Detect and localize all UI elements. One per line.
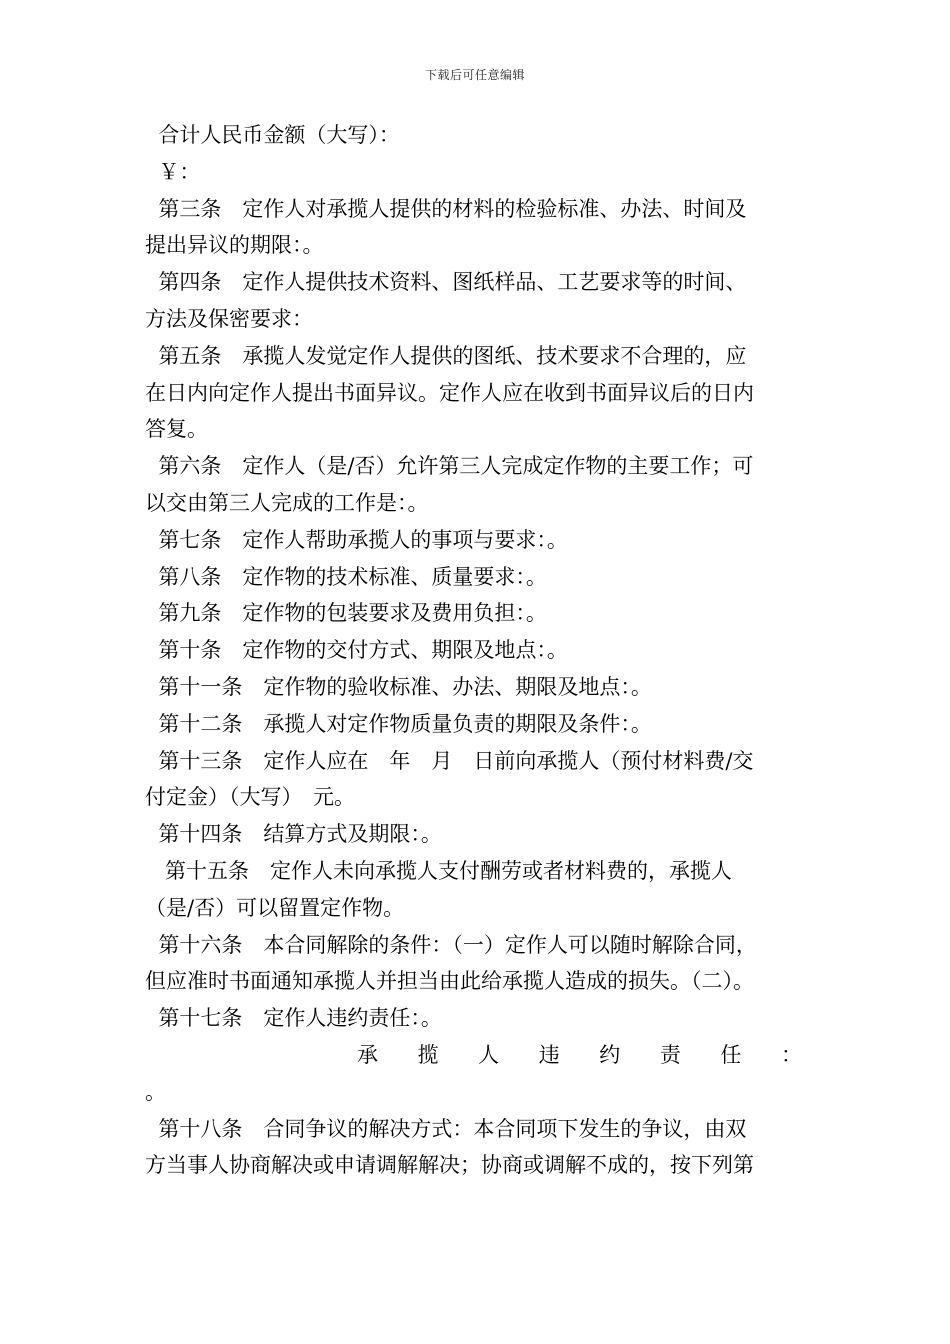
text-line: 第十二条 承揽人对定作物质量负责的期限及条件：。 [145,711,652,736]
spread-char: 违 [538,1042,560,1067]
spread-justified-line [145,1037,810,1074]
text-line: 付定金）（大写） 元。 [145,785,355,810]
text-line: 第七条 定作人帮助承揽人的事项与要求：。 [145,527,568,552]
text-line: 第九条 定作物的包装要求及费用负担：。 [145,601,547,626]
text-line: （是/否）可以留置定作物。 [145,895,405,920]
text-line: 第六条 定作人（是/否）允许第三人完成定作物的主要工作；可 [145,454,754,479]
text-line: 第十六条 本合同解除的条件：（一）定作人可以随时解除合同， [145,932,757,957]
text-line: 第十三条 定作人应在 年 月 日前向承揽人（预付材料费/交 [145,748,754,773]
text-line: 提出异议的期限：。 [145,233,324,258]
text-line: 在日内向定作人提出书面异议。定作人应在收到书面异议后的日内 [145,380,754,405]
text-line: 第十八条 合同争议的解决方式：本合同项下发生的争议，由双 [145,1116,747,1141]
text-line: 第五条 承揽人发觉定作人提供的图纸、技术要求不合理的，应 [145,343,747,368]
spread-char: 承 [357,1042,378,1067]
spread-char: 揽 [417,1042,439,1067]
text-line: 第十一条 定作物的验收标准、办法、期限及地点：。 [145,674,652,699]
text-line: 第四条 定作人提供技术资料、图纸样品、工艺要求等的时间、 [145,270,747,295]
page-header-note: 下载后可任意编辑 [424,68,525,82]
spread-char: ： [780,1042,802,1067]
text-line: ￥： [145,159,201,184]
text-line: 答复。 [145,417,208,442]
text-line: 方法及保密要求： [145,306,313,331]
text-line: 第八条 定作物的技术标准、质量要求：。 [145,564,547,589]
spread-char: 人 [478,1042,500,1067]
text-line: 方当事人协商解决或申请调解解决；协商或调解不成的，按下列第 [145,1153,754,1178]
text-line: 。 [145,1079,166,1104]
text-line: 第十四条 结算方式及期限：。 [145,822,442,847]
text-line: 第十五条 定作人未向承揽人支付酬劳或者材料费的，承揽人 [145,858,733,883]
text-line: 合计人民币金额（大写）： [145,123,400,147]
text-line: 第三条 定作人对承揽人提供的材料的检验标准、办法、时间及 [145,196,747,221]
spread-char: 约 [599,1042,621,1067]
text-line: 以交由第三人完成的工作是：。 [145,490,429,515]
spread-char: 任 [720,1042,742,1067]
document-body [145,117,810,1184]
text-line: 但应准时书面通知承揽人并担当由此给承揽人造成的损失。（二）。 [145,969,754,994]
spread-char: 责 [659,1042,681,1067]
text-line: 第十七条 定作人违约责任：。 [145,1006,442,1031]
text-line: 第十条 定作物的交付方式、期限及地点：。 [145,638,568,663]
